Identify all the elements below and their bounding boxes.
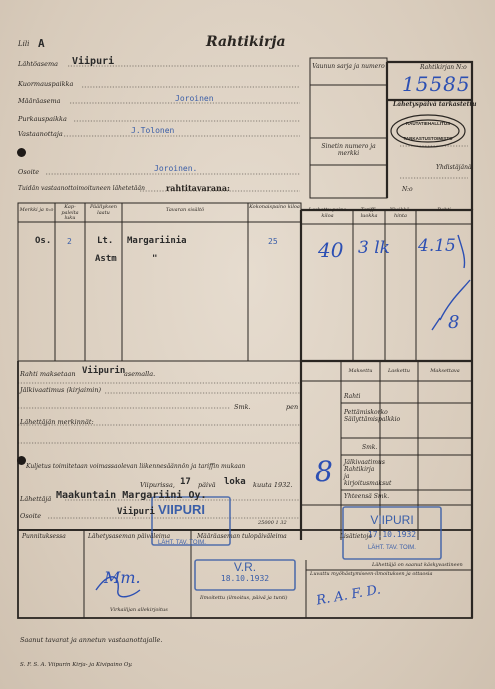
place-date-month: loka	[224, 477, 246, 487]
cost-row-total: Yhteensä Smk.	[344, 493, 390, 500]
address-label: Osoite	[18, 168, 40, 176]
cost-row-smk: Smk.	[362, 444, 378, 451]
col-content-header: Tavaran sisältö	[165, 207, 205, 213]
address-value: Joroinen.	[154, 164, 198, 173]
calc-col-header: Laskettu	[387, 368, 411, 374]
col-mark-header: Merkki ja n:o	[19, 207, 54, 213]
freight-value: 8	[448, 312, 460, 333]
waybill-no-label: Rahtikirjan N:o	[420, 64, 467, 71]
place-date-day: 17	[180, 477, 191, 487]
no-label: N:o	[402, 186, 413, 193]
freight-handwritten: 8	[315, 455, 333, 488]
printer-info: S. F. S. A. Viipurin Kirja- ja Kivipaino Oy.	[20, 662, 133, 668]
delay-notice-label: Luvattu myöhästymiseen-ilmoituksen ja ottaosia	[310, 571, 433, 577]
stamp-text-top: RAUTATIEHALLITUS	[405, 121, 451, 126]
row2-package: Astm	[95, 254, 117, 264]
place-date-city: Viipurissa,	[140, 481, 175, 489]
receipt-text: Saanut tavarat ja annetun vastaanottajalle.	[20, 636, 163, 644]
row1-weight: 25	[268, 237, 278, 246]
row1-mark: Os.	[35, 236, 52, 246]
col-count-header: Kap-paleita luku	[61, 204, 79, 221]
lili-label: Lili	[18, 40, 30, 48]
col-freight-header: Rahti	[437, 207, 451, 213]
col-tariff-header: Tariffi-luokka	[360, 207, 378, 219]
place-date-month-label: kuuta 1932.	[253, 481, 293, 489]
cost-row-demurrage: Pettämiskorko Säilyttämispalkkio	[344, 409, 401, 423]
row1-count: 2	[67, 237, 72, 246]
arrival-date-stamp-label: Määräaseman tulopäiväleima	[197, 533, 287, 540]
unit-price-value: 4.15	[418, 236, 456, 256]
punch-hole-top	[17, 148, 26, 157]
posting-label: Jälkivaatimus (kirjaimin)	[20, 386, 102, 394]
vr-stamp-date: 18.10.1932	[220, 574, 270, 583]
pen-label: pen	[286, 403, 299, 411]
row2-content: "	[152, 254, 158, 264]
payable-col-header: Maksettava	[430, 368, 460, 374]
paid-suffix: asemalla.	[124, 370, 156, 378]
row1-content: Margariinia	[127, 236, 187, 246]
cost-row-freight: Rahti	[344, 393, 361, 400]
sender-notes-label: Lähettäjän merkinnät:	[20, 418, 94, 426]
weighing-label: Punnituksessa	[22, 533, 66, 540]
waybill-no-value: 15585	[402, 72, 471, 96]
receiver-label: Vastaanottaja	[18, 130, 63, 138]
viipuri-stamp-2: VIIPURI	[370, 513, 414, 527]
departure-station-label: Lähtöasema	[18, 60, 58, 68]
col-package-header: Päällyksen laatu	[90, 204, 117, 216]
seal-label: Sinetin numero ja merkki	[321, 143, 376, 157]
signature-2: R. A. F. D.	[315, 582, 382, 609]
dispatch-date-label: Lähetyspäivä tarkastettu	[393, 101, 477, 108]
additional-info-label: Lisätietoja	[340, 533, 372, 540]
col-unit-price-header: Yksikkö-hinta	[389, 207, 412, 219]
smk-label: Smk.	[234, 403, 251, 411]
form-code: 25000 1 32	[258, 520, 287, 526]
receiver-value: J.Tolonen	[131, 126, 175, 135]
destination-label: Määräasema	[18, 97, 61, 105]
paid-label: Rahti maksetaan	[20, 370, 76, 378]
row1-package: Lt.	[97, 236, 114, 246]
sender-value: Maakuntain Margariini Oy.	[56, 490, 207, 501]
receipt-note: Lähettäjä on saanut käskyvastineen	[372, 562, 463, 568]
viipuri-stamp-1: VIIPURI	[158, 502, 205, 517]
consolidation-label: Yhdistäjänä	[436, 164, 472, 171]
sender-address-label: Osoite	[20, 512, 42, 520]
viipuri-stamp-1-sub: LÄHT. TAV. TOIM.	[158, 540, 206, 546]
col-weight-header: Kokonaispaino kiloa	[249, 204, 300, 210]
vr-stamp: V.R.	[233, 560, 257, 574]
regulation-text: Kuljetus toimitetaan voimassaolevan liikennesäännön ja tariffin mukaan	[26, 463, 246, 470]
destination-value: Joroinen	[175, 94, 214, 103]
sender-label: Lähettäjä	[20, 495, 52, 503]
cost-row-posting: Jälkivaatimus Rahtikirja ja kirjoitusmaksut	[344, 459, 392, 487]
official-signature-label: Virkailijan allekirjoitus	[110, 607, 168, 613]
notified-label: Ilmoitettu (ilmoitus, päivä ja tunti)	[200, 595, 288, 601]
place-date-day-label: päivä	[198, 481, 216, 489]
departure-station-value: Viipuri	[72, 56, 115, 67]
wagon-label: Vaunun sarja ja numero	[312, 63, 385, 70]
unloading-place-label: Purkauspaikka	[18, 115, 67, 123]
col-calc-weight-header: Laskettu paino kiloa	[308, 207, 347, 219]
signature-1: Mm.	[104, 568, 141, 587]
delivery-note: Tuidän vastaanottoimoituneen lähetetään	[18, 185, 145, 192]
lili-value: A	[38, 37, 45, 50]
paid-value: Viipurin	[82, 366, 126, 376]
delivery-value: rahtitavarana:	[166, 183, 231, 193]
punch-hole-bottom	[17, 456, 26, 465]
page-title: Rahtikirja	[206, 34, 286, 50]
tariff-value: 3 lk	[358, 238, 390, 258]
calc-weight-value: 40	[318, 238, 344, 262]
viipuri-stamp-2-sub: LÄHT. TAV. TOIM.	[368, 545, 416, 551]
paid-col-header: Maksettu	[348, 368, 373, 374]
stamp-text-bottom: TARKASTUSTOIMISTO	[403, 136, 453, 141]
loading-place-label: Kuormauspaikka	[18, 80, 74, 88]
viipuri-stamp-2-date: 17.10.1932	[367, 530, 417, 539]
sender-address-value: Viipuri	[117, 507, 155, 517]
sending-date-stamp-label: Lähetysaseman päiväleima	[88, 533, 171, 540]
